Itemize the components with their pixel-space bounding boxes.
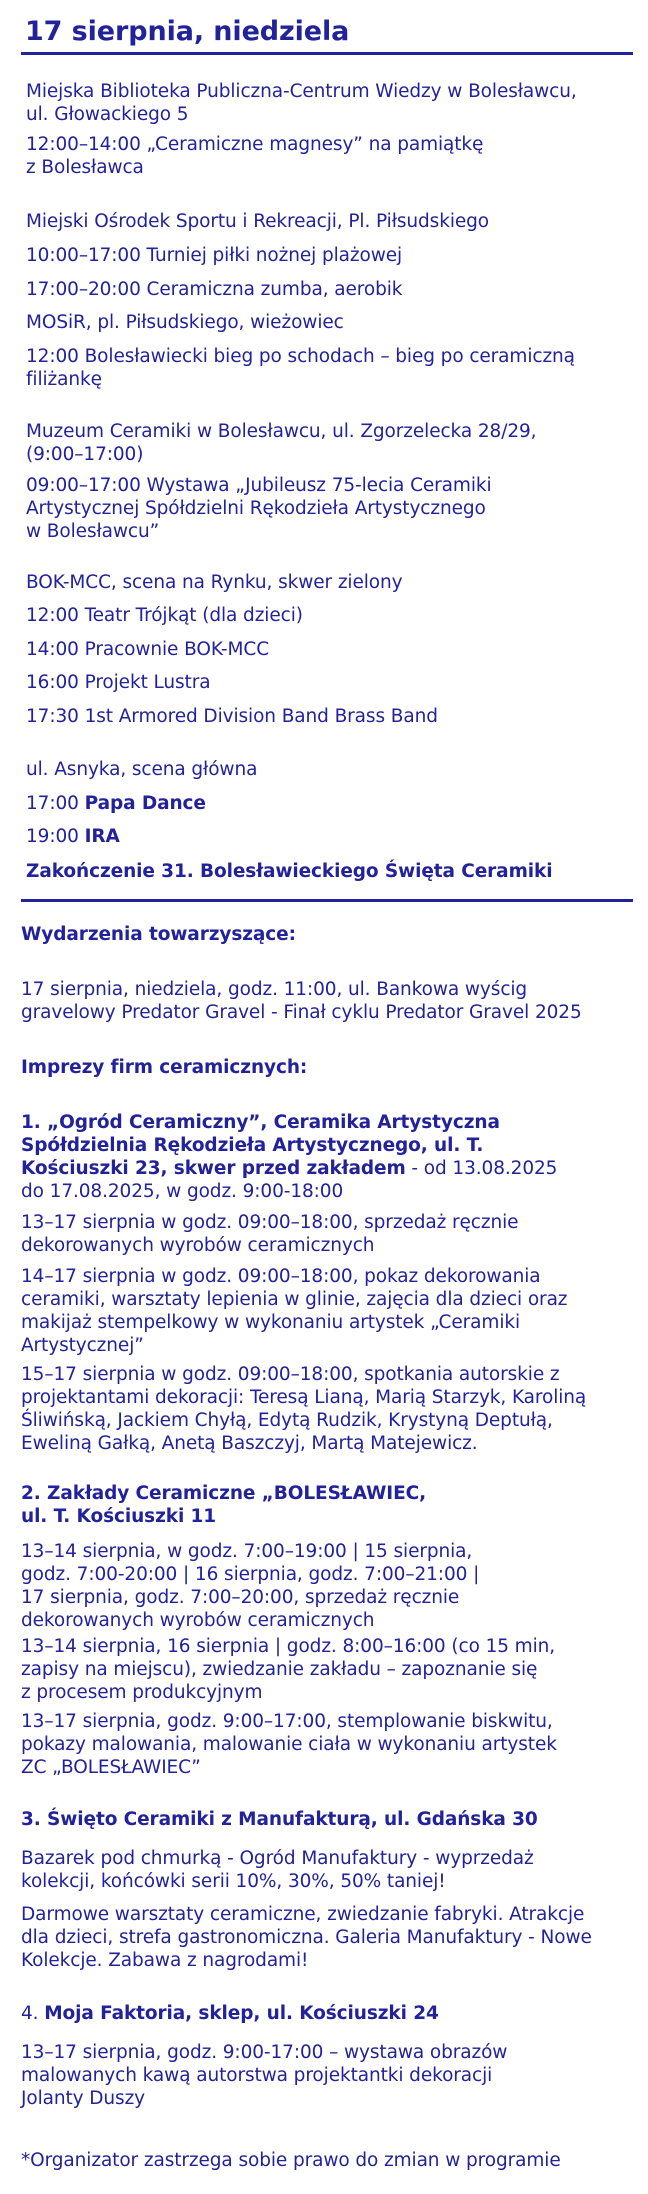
divider-middle — [21, 899, 633, 902]
firm-1-workshops: 14–17 sierpnia w godz. 09:00–18:00, pokaz dekorowania ceramiki, warsztaty lepienia w glinie, zajęcia dla dzieci oraz makijaż stempelkowy w wykonaniu artystek „Ceramiki Artystycznej” — [21, 1266, 568, 1356]
event-papa-dance: 17:00 Papa Dance — [26, 793, 206, 814]
closing-line: Zakończenie 31. Bolesławieckiego Święta Ceramiki — [26, 861, 553, 882]
divider-top — [21, 52, 633, 55]
venue-mosir-tower: MOSiR, pl. Piłsudskiego, wieżowiec — [26, 312, 344, 333]
firm-2-stamping: 13–17 sierpnia, godz. 9:00–17:00, stemplowanie biskwitu, pokazy malowania, malowanie ciała w wykonaniu artystek ZC „BOLESŁAWIEC” — [21, 1711, 557, 1778]
firm-3-title: 3. Święto Ceramiki z Manufakturą, ul. Gdańska 30 — [21, 1809, 538, 1830]
firm-2-tour: 13–14 sierpnia, 16 sierpnia | godz. 8:00–16:00 (co 15 min, zapisy na miejscu), zwiedzanie zakładu – zapoznanie się z procesem produkcyjnym — [21, 1636, 556, 1703]
event-lustra: 16:00 Projekt Lustra — [26, 672, 211, 693]
firms-heading: Imprezy firm ceramicznych: — [21, 1057, 308, 1078]
event-zumba: 17:00–20:00 Ceramiczna zumba, aerobik — [26, 279, 403, 300]
event-beach-football: 10:00–17:00 Turniej piłki nożnej plażowej — [26, 245, 403, 266]
firm-4-title: 4. Moja Faktoria, sklep, ul. Kościuszki 24 — [21, 2003, 439, 2024]
event-pracownie: 14:00 Pracownie BOK-MCC — [26, 639, 270, 660]
venue-bok-mcc: BOK-MCC, scena na Rynku, skwer zielony — [26, 572, 403, 593]
venue-library: Miejska Biblioteka Publiczna-Centrum Wiedzy w Bolesławcu, ul. Głowackiego 5 — [26, 81, 577, 125]
event-ira: 19:00 IRA — [26, 826, 120, 847]
event-brass-band: 17:30 1st Armored Division Band Brass Band — [26, 706, 438, 727]
firm-3-workshops: Darmowe warsztaty ceramiczne, zwiedzanie fabryki. Atrakcje dla dzieci, strefa gastronomiczna. Galeria Manufaktury - Nowe Kolekcje. Zabawa z nagrodami! — [21, 1904, 592, 1971]
event-magnets: 12:00–14:00 „Ceramiczne magnesy” na pamiątkę z Bolesławca — [26, 134, 484, 178]
firm-3-bazaar: Bazarek pod chmurką - Ogród Manufaktury - wyprzedaż kolekcji, końcówki serii 10%, 30%, 50% taniej! — [21, 1848, 534, 1892]
accompanying-gravel-race: 17 sierpnia, niedziela, godz. 11:00, ul. Bankowa wyścig gravelowy Predator Gravel - Finał cyklu Predator Gravel 2025 — [21, 979, 582, 1023]
venue-main-stage: ul. Asnyka, scena główna — [26, 759, 258, 780]
day-title: 17 sierpnia, niedziela — [25, 16, 350, 47]
venue-museum: Muzeum Ceramiki w Bolesławcu, ul. Zgorzelecka 28/29, (9:00–17:00) — [26, 421, 537, 465]
firm-2-title: 2. Zakłady Ceramiczne „BOLESŁAWIEC, ul. T. Kościuszki 11 — [21, 1483, 427, 1527]
firm-1-title: 1. „Ogród Ceramiczny”, Ceramika Artystyczna Spółdzielnia Rękodzieła Artystycznego, ul. T. Kościuszki 23, skwer przed zakładem - od 13.08.2025 do 17.08.2025, w godz. 9:00-18:00 — [21, 1112, 558, 1202]
event-stair-run: 12:00 Bolesławiecki bieg po schodach – bieg po ceramiczną filiżankę — [26, 346, 575, 390]
firm-1-meetings: 15–17 sierpnia w godz. 09:00–18:00, spotkania autorskie z projektantami dekoracji: Teresą Lianą, Marią Starzyk, Karoliną Śliwińską, Jackiem Chyłą, Edytą Rudzik, Krystyną Deptułą, Eweliną Gałką, Anetą Baszczyj, Martą Matejewicz. — [21, 1364, 587, 1454]
footnote: *Organizator zastrzega sobie prawo do zmian w programie — [21, 2150, 561, 2171]
event-jubilee-exhibition: 09:00–17:00 Wystawa „Jubileusz 75-lecia Ceramiki Artystycznej Spółdzielni Rękodzieła Artystycznego w Bolesławcu” — [26, 475, 492, 542]
event-teatr: 12:00 Teatr Trójkąt (dla dzieci) — [26, 605, 303, 626]
venue-mosir: Miejski Ośrodek Sportu i Rekreacji, Pl. Piłsudskiego — [26, 211, 490, 232]
accompanying-heading: Wydarzenia towarzyszące: — [21, 924, 296, 945]
firm-2-sale: 13–14 sierpnia, w godz. 7:00–19:00 | 15 sierpnia, godz. 7:00-20:00 | 16 sierpnia, godz. 7:00–21:00 | 17 sierpnia, godz. 7:00–20:00, sprzedaż ręcznie dekorowanych wyrobów ceramicznych — [21, 1541, 480, 1631]
firm-1-sale: 13–17 sierpnia w godz. 09:00–18:00, sprzedaż ręcznie dekorowanych wyrobów ceramicznych — [21, 1212, 519, 1256]
firm-4-exhibition: 13–17 sierpnia, godz. 9:00-17:00 – wystawa obrazów malowanych kawą autorstwa projektantki dekoracji Jolanty Duszy — [21, 2042, 508, 2109]
